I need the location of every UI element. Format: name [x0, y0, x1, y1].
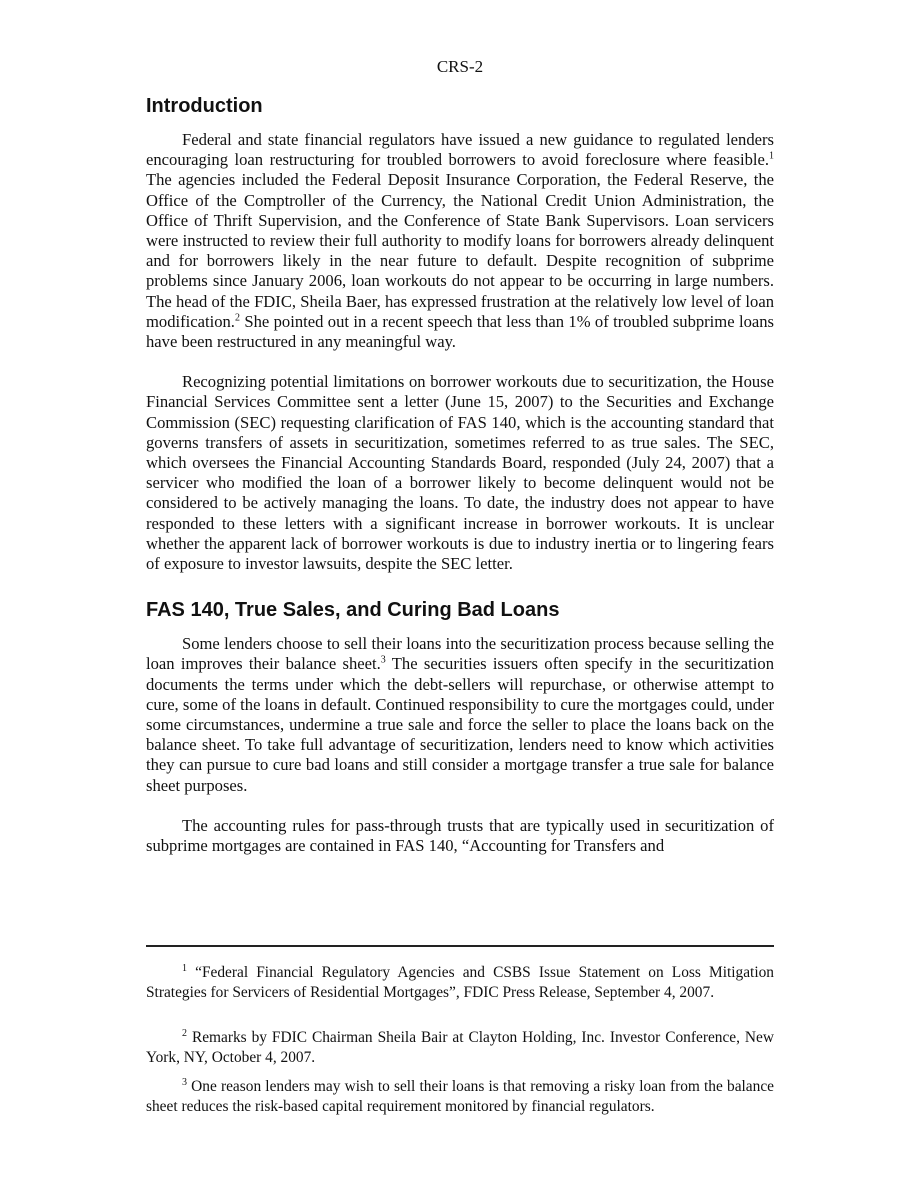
- paragraph: The accounting rules for pass-through trusts that are typically used in securitization of subprime mortgages are contained in FAS 140, “Accounting for Transfers and: [146, 815, 774, 856]
- footnote-ref[interactable]: 3: [380, 654, 386, 666]
- footnote-2: $^2$ Remarks by FDIC Chairman Sheila Bair at Clayton Holding, Inc. Investor Conference, New York, NY, October 4, 2007.: [146, 1027, 774, 1066]
- paragraph: Some lenders choose to sell their loans into the securitization process because selling the loan improves their balance sheet.$^3$ The securities issuers often specify in the securitization documents the terms under which the debt-sellers will repurchase, or otherwise attempt to cure, some of the loans in default. Continued responsibility to cure the mortgages could, under some circumstances, undermine a true sale and force the seller to place the loans back on the balance sheet. To take full advantage of securitization, lenders need to know which activities they can pursue to cure bad loans and still consider a mortgage transfer a true sale for balance sheet purposes.: [146, 634, 774, 795]
- section-heading-fas140: FAS 140, True Sales, and Curing Bad Loans: [146, 599, 560, 622]
- footnotes: [146, 945, 774, 1116]
- main-content: [146, 92, 774, 856]
- footnote-ref[interactable]: 1: [769, 150, 774, 162]
- paragraph: Federal and state financial regulators have issued a new guidance to regulated lenders encouraging loan restructuring for troubled borrowers to avoid foreclosure where feasible.$^1$ The agencies included the Federal Deposit Insurance Corporation, the Federal Reserve, the Office of the Comptroller of the Currency, the National Credit Union Administration, the Office of Thrift Supervision, and the Conference of State Bank Supervisors. Loan servicers were instructed to review their full authority to modify loans for borrowers already delinquent and for borrowers likely in the near future to default. Despite recognition of subprime problems since January 2006, loan workouts do not appear to be occurring in large numbers. The head of the FDIC, Sheila Baer, has expressed frustration at the relatively low level of loan modification.$^2$ She pointed out in a recent speech that less than 1% of troubled subprime loans have been restructured in any meaningful way.: [146, 130, 774, 352]
- footnote-ref[interactable]: 2: [234, 312, 240, 324]
- section-heading-introduction: Introduction: [146, 95, 263, 117]
- page-number-header: CRS-2: [436, 57, 484, 76]
- paragraph: Recognizing potential limitations on borrower workouts due to securitization, the House Financial Services Committee sent a letter (June 15, 2007) to the Securities and Exchange Commission (SEC) requesting clarification of FAS 140, which is the accounting standard that governs transfers of assets in securitization, sometimes referred to as true sales. The SEC, which oversees the Financial Accounting Standards Board, responded (July 24, 2007) that a servicer who modified the loan of a borrower likely to become delinquent would not be considered to be actively managing the loans. To date, the industry does not appear to have responded to these letters with a significant increase in borrower workouts. It is unclear whether the apparent lack of borrower workouts is due to industry inertia or to lingering fears of exposure to investor lawsuits, despite the SEC letter.: [146, 372, 774, 574]
- footnote-divider: [146, 945, 774, 947]
- footnote-3: $^3$ One reason lenders may wish to sell their loans is that removing a risky loan from the balance sheet reduces the risk-based capital requirement monitored by financial regulators.: [146, 1076, 774, 1115]
- footnote-1: $^1$ “Federal Financial Regulatory Agencies and CSBS Issue Statement on Loss Mitigation Strategies for Servicers of Residential Mortgages”, FDIC Press Release, September 4, 2007.: [146, 962, 774, 1001]
